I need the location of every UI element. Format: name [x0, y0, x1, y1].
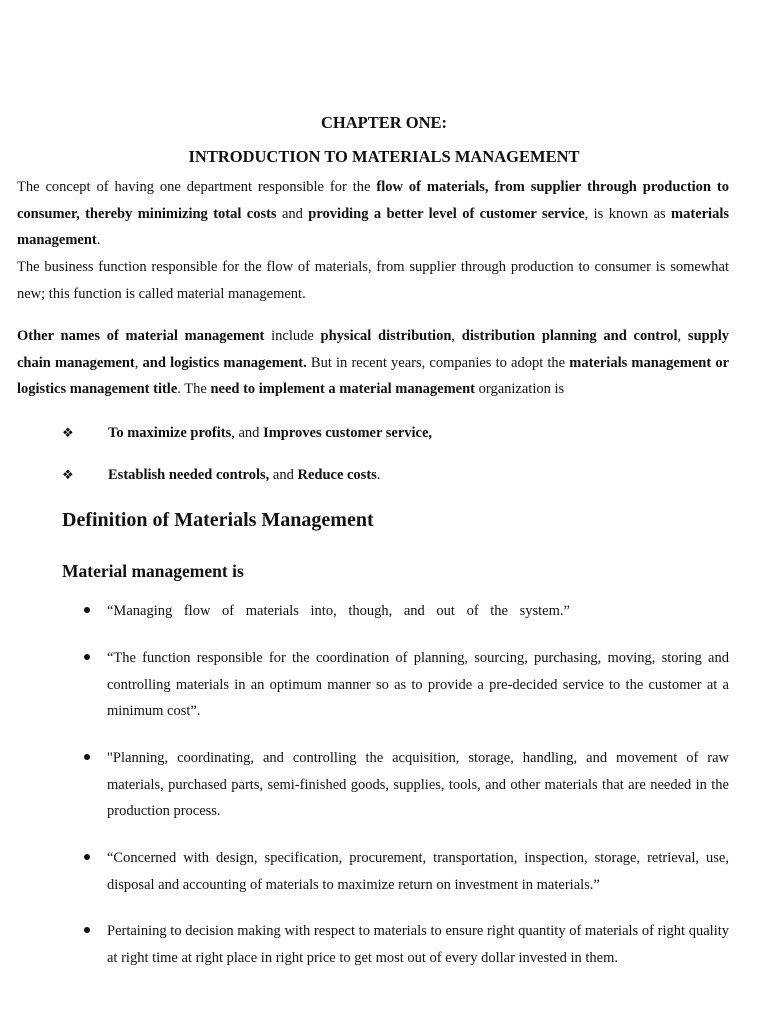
text-run: But in recent years, companies to adopt the — [306, 354, 570, 371]
bullet-icon — [84, 754, 90, 760]
text-run: and — [276, 205, 309, 222]
text-run: , is known as — [584, 205, 672, 222]
text-run: , — [677, 328, 688, 344]
bold-text: Other names of material management — [17, 328, 265, 344]
bold-text: flow of materials, from supplier through production to consumer, thereby minimizing total costs — [17, 179, 730, 222]
bold-text: materials management or logistics management title — [17, 354, 730, 397]
bullet-icon — [84, 927, 90, 933]
bullet-icon — [84, 654, 90, 660]
text-run: , and — [231, 425, 264, 441]
text-run: . — [376, 467, 381, 483]
text-run: . — [96, 232, 101, 248]
bold-text: and logistics management. — [142, 354, 307, 371]
chapter-subtitle: INTRODUCTION TO MATERIALS MANAGEMENT — [188, 147, 580, 166]
bold-text: physical distribution — [320, 328, 452, 344]
need-item-text — [108, 463, 380, 487]
need-item — [62, 463, 722, 487]
text-run: The concept of having one department responsible for the — [17, 179, 377, 195]
bold-text: distribution planning and control — [461, 328, 678, 344]
bullet-icon — [84, 854, 90, 860]
text-run: and — [269, 467, 298, 483]
definition-text: “Concerned with design, specification, procurement, transportation, inspection, storage, retrieval, use, disposal and accounting of materials to maximize return on investment in materials.” — [107, 850, 729, 893]
intro-paragraph — [17, 174, 729, 254]
bold-text: Improves customer service, — [263, 425, 433, 441]
text-run: , — [134, 354, 143, 371]
definition-text: "Planning, coordinating, and controlling the acquisition, storage, handling, and movement of raw materials, purchased parts, semi-finished goods, supplies, tools, and other materials that are needed in the production process. — [107, 750, 729, 819]
bold-text: supply chain management — [17, 328, 730, 371]
text-run: include — [264, 328, 321, 344]
material-management-subheading: Material management is — [62, 561, 244, 581]
definition-text: “The function responsible for the coordination of planning, sourcing, purchasing, moving, storing and controlling materials in an optimum manner so as to provide a pre-decided service to the customer at a minimum cost”. — [107, 650, 729, 719]
diamond-bullet-icon: ❖ — [62, 467, 74, 482]
chapter-title: CHAPTER ONE: — [320, 113, 448, 132]
other-names-paragraph — [17, 323, 729, 403]
bold-text: need to implement a material management — [210, 381, 476, 397]
need-item-text — [108, 421, 432, 445]
text-run: . The — [177, 381, 211, 397]
diamond-bullet-icon: ❖ — [62, 425, 74, 440]
text-run: , — [451, 328, 462, 344]
definition-text: “Managing flow of materials into, though, and out of the system.” — [107, 603, 570, 619]
need-item — [62, 421, 722, 445]
bold-text: Establish needed controls, — [108, 467, 270, 483]
business-function-paragraph: The business function responsible for the flow of materials, from supplier through production to consumer is somewhat new; this function is called material management. — [17, 259, 729, 302]
text-run: organization is — [475, 381, 565, 397]
definition-heading: Definition of Materials Management — [62, 509, 374, 531]
bold-text: Reduce costs — [297, 467, 377, 483]
bold-text: materials management — [17, 205, 730, 248]
bold-text: To maximize profits — [108, 425, 232, 441]
definition-text: Pertaining to decision making with respect to materials to ensure right quantity of materials of right quality at right time at right place in right price to get most out of every dollar invested in them. — [107, 923, 729, 966]
bold-text: providing a better level of customer service — [308, 205, 585, 222]
bullet-icon — [84, 607, 90, 613]
